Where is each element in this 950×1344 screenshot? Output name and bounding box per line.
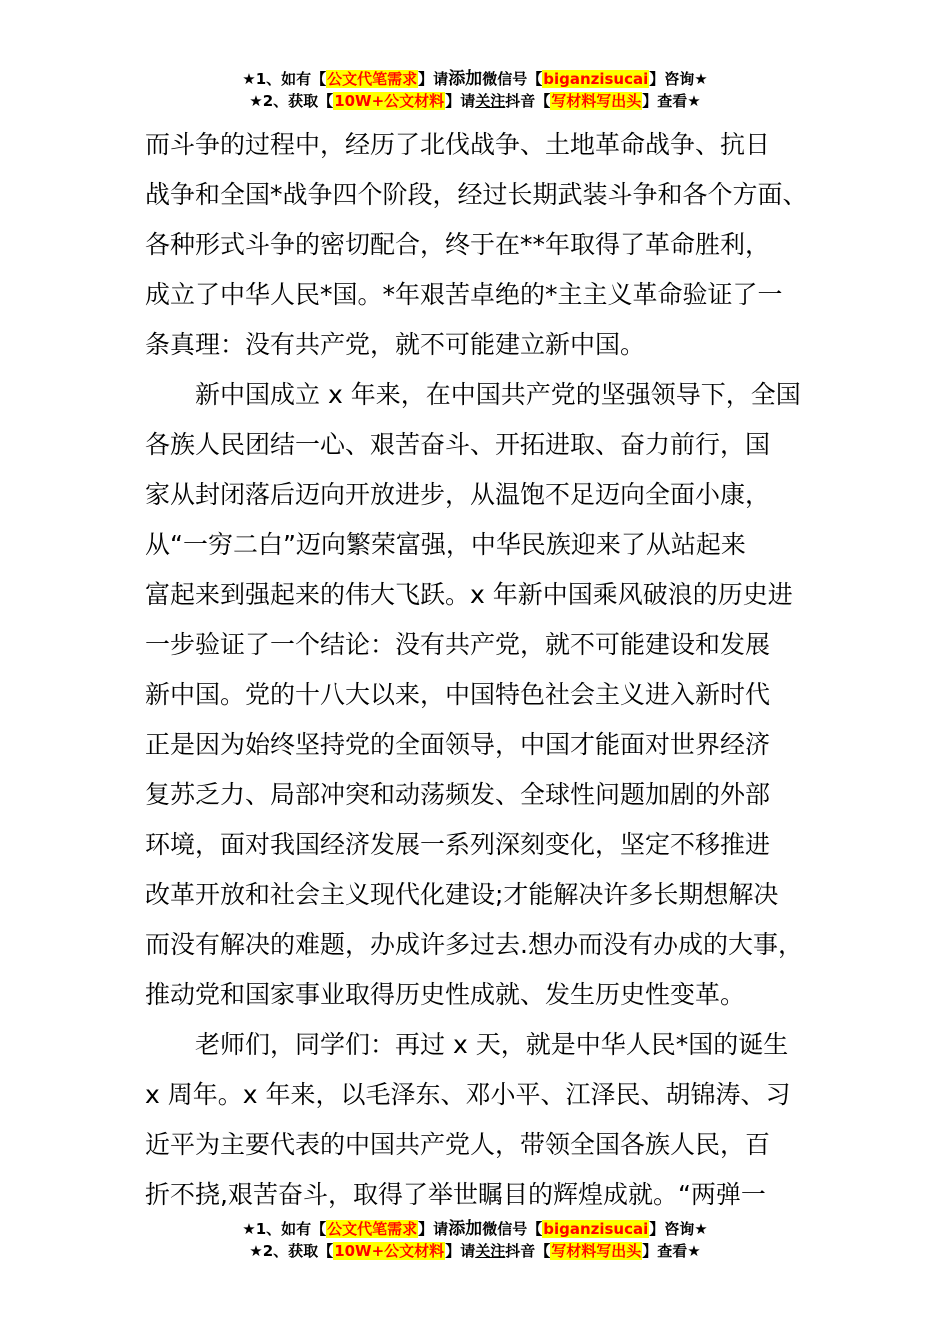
body-line: 而斗争的过程中，经历了北伐战争、土地革命战争、抗日 — [145, 130, 771, 159]
banner-line-2: ★2、获取【10W+公文材料】请关注抖音【写材料写出头】查看★ — [249, 92, 701, 110]
body-line: 推动党和国家事业取得历史性成就、发生历史性变革。 — [145, 980, 746, 1009]
body-line: 折不挠,艰苦奋斗，取得了举世瞩目的辉煌成就。“两弹一 — [145, 1180, 766, 1209]
body-line: x 周年。x 年来，以毛泽东、邓小平、江泽民、胡锦涛、习 — [145, 1080, 791, 1109]
body-line: 战争和全国*战争四个阶段，经过长期武装斗争和各个方面、 — [145, 180, 808, 209]
document-body — [145, 120, 835, 1220]
highlight-materials: 10W+公文材料 — [334, 1242, 445, 1260]
highlight-douyin-account: 写材料写出头 — [551, 1242, 642, 1260]
highlight-douyin-account: 写材料写出头 — [551, 92, 642, 110]
paragraph-start-line: 新中国成立 x 年来，在中国共产党的坚强领导下，全国 — [195, 380, 801, 409]
body-line: 各种形式斗争的密切配合，终于在**年取得了革命胜利， — [145, 230, 771, 259]
body-line: 环境，面对我国经济发展一系列深刻变化，坚定不移推进 — [145, 830, 771, 859]
footer-banner — [0, 1218, 950, 1262]
highlight-wechat-id: biganzisucai — [543, 70, 649, 88]
highlight-wechat-id: biganzisucai — [543, 1220, 649, 1238]
body-line: 从“一穷二白”迈向繁荣富强，中华民族迎来了从站起来 — [145, 530, 746, 559]
header-banner — [0, 68, 950, 112]
body-line: 一步验证了一个结论：没有共产党，就不可能建设和发展 — [145, 630, 771, 659]
body-line: 而没有解决的难题，办成许多过去.想办而没有办成的大事， — [145, 930, 803, 959]
body-line: 条真理：没有共产党，就不可能建立新中国。 — [145, 330, 646, 359]
body-line: 富起来到强起来的伟大飞跃。x 年新中国乘风破浪的历史进 — [145, 580, 793, 609]
body-line: 近平为主要代表的中国共产党人，带领全国各族人民，百 — [145, 1130, 771, 1159]
highlight-materials: 10W+公文材料 — [334, 92, 445, 110]
banner-line-1: ★1、如有【公文代笔需求】请添加微信号【biganzisucai】咨询★ — [242, 69, 708, 89]
banner-line-2: ★2、获取【10W+公文材料】请关注抖音【写材料写出头】查看★ — [249, 1242, 701, 1260]
paragraph-start-line: 老师们，同学们：再过 x 天，就是中华人民*国的诞生 — [195, 1030, 789, 1059]
banner-line-1: ★1、如有【公文代笔需求】请添加微信号【biganzisucai】咨询★ — [242, 1219, 708, 1239]
body-line: 复苏乏力、局部冲突和动荡频发、全球性问题加剧的外部 — [145, 780, 771, 809]
body-line: 新中国。党的十八大以来，中国特色社会主义进入新时代 — [145, 680, 771, 709]
body-line: 改革开放和社会主义现代化建设;才能解决许多长期想解决 — [145, 880, 779, 909]
body-line: 家从封闭落后迈向开放进步，从温饱不足迈向全面小康， — [145, 480, 771, 509]
highlight-writing-service: 公文代笔需求 — [327, 70, 418, 88]
highlight-writing-service: 公文代笔需求 — [327, 1220, 418, 1238]
body-line: 成立了中华人民*国。*年艰苦卓绝的*主主义革命验证了一 — [145, 280, 783, 309]
body-line: 各族人民团结一心、艰苦奋斗、开拓进取、奋力前行，国 — [145, 430, 771, 459]
body-line: 正是因为始终坚持党的全面领导，中国才能面对世界经济 — [145, 730, 771, 759]
